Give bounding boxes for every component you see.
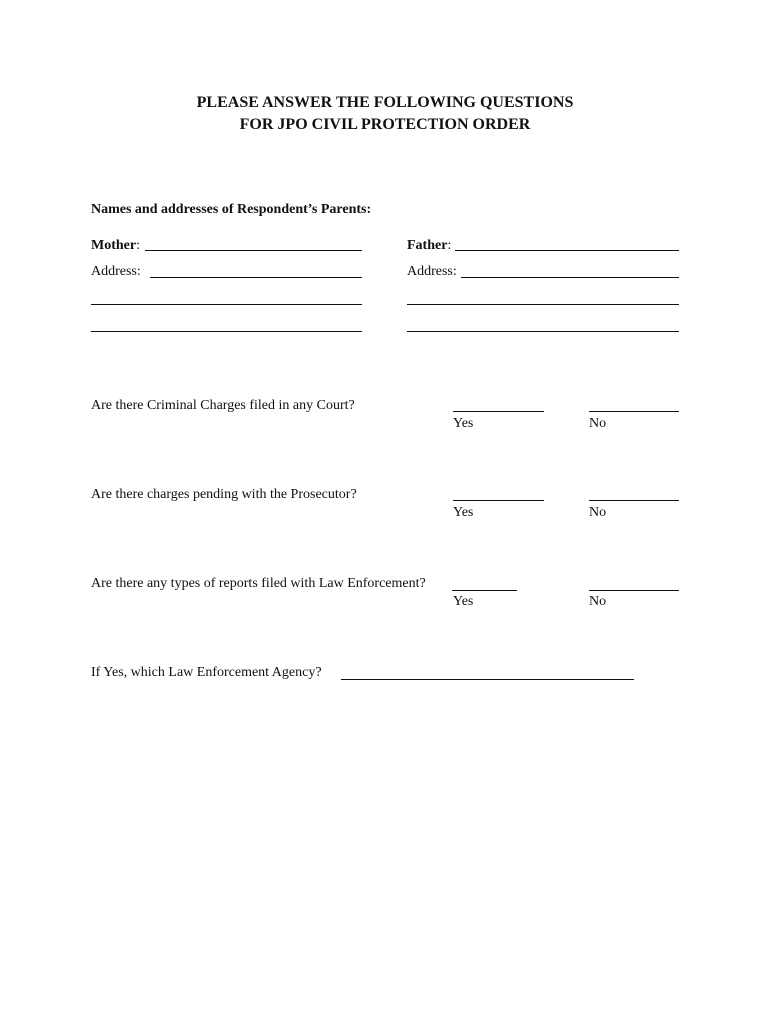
agency-field[interactable] <box>341 679 634 680</box>
q1-no-label: No <box>589 416 607 431</box>
q3-yes-field[interactable] <box>452 590 517 591</box>
question-prosecutor-charges: Are there charges pending with the Prosecutor? <box>91 487 357 502</box>
father-label-group <box>407 237 451 255</box>
mother-colon: : <box>136 238 140 253</box>
mother-address-field-3[interactable] <box>91 331 362 332</box>
q1-yes-label: Yes <box>453 416 474 431</box>
parents-section-label: Names and addresses of Respondent’s Parents: <box>91 202 372 217</box>
q3-no-label: No <box>589 594 607 609</box>
father-address-field-1[interactable] <box>461 277 679 278</box>
question-law-enforcement-reports: Are there any types of reports filed with Law Enforcement? <box>91 576 426 591</box>
question-agency: If Yes, which Law Enforcement Agency? <box>91 665 322 680</box>
father-label: Father <box>407 238 448 253</box>
question-criminal-charges: Are there Criminal Charges filed in any Court? <box>91 398 355 413</box>
q2-no-field[interactable] <box>589 500 679 501</box>
q1-no-field[interactable] <box>589 411 679 412</box>
q3-no-field[interactable] <box>589 590 679 591</box>
mother-label: Mother <box>91 238 137 253</box>
father-name-field[interactable] <box>455 250 679 251</box>
form-title-line-1: PLEASE ANSWER THE FOLLOWING QUESTIONS <box>196 94 574 111</box>
q2-no-label: No <box>589 505 607 520</box>
q3-yes-label: Yes <box>453 594 474 609</box>
form-title-line-2: FOR JPO CIVIL PROTECTION ORDER <box>239 116 531 133</box>
father-colon: : <box>447 238 452 253</box>
father-address-field-3[interactable] <box>407 331 679 332</box>
q2-yes-label: Yes <box>453 505 474 520</box>
mother-address-field-1[interactable] <box>150 277 362 278</box>
q1-yes-field[interactable] <box>453 411 544 412</box>
mother-name-field[interactable] <box>145 250 362 251</box>
mother-address-field-2[interactable] <box>91 304 362 305</box>
father-address-label: Address: <box>407 264 457 279</box>
mother-address-label: Address: <box>91 264 141 279</box>
mother-label-group <box>91 237 140 255</box>
q2-yes-field[interactable] <box>453 500 544 501</box>
father-address-field-2[interactable] <box>407 304 679 305</box>
